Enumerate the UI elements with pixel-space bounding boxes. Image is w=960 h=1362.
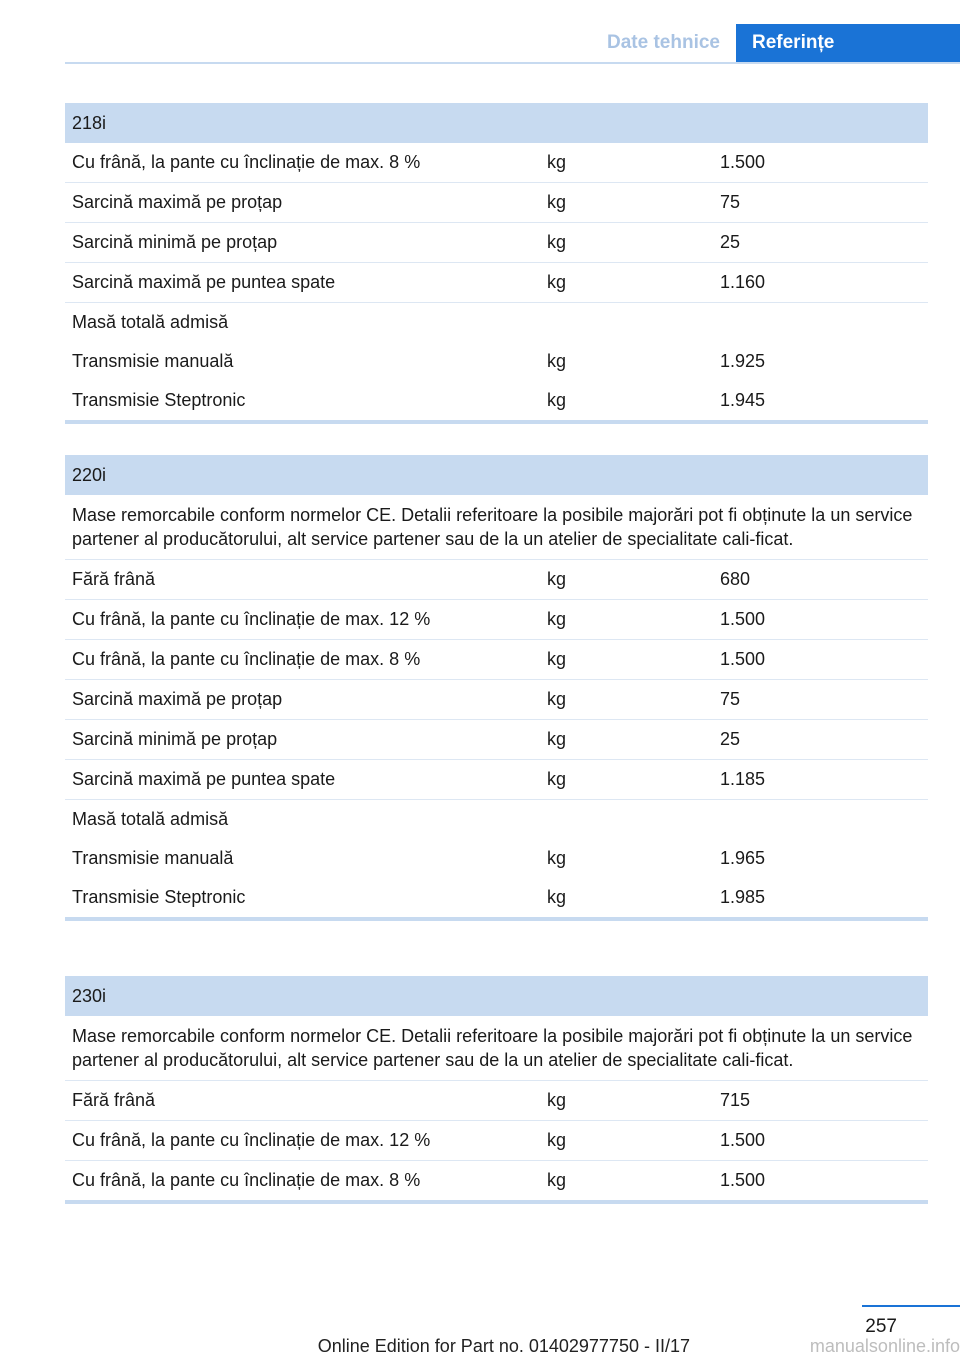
row-value bbox=[713, 800, 928, 840]
row-unit: kg bbox=[547, 848, 567, 868]
row-unit: kg bbox=[540, 878, 713, 919]
row-label: Transmisie manuală bbox=[72, 848, 234, 868]
row-unit: kg bbox=[540, 1161, 713, 1203]
row-unit: kg bbox=[547, 351, 567, 371]
row-unit: kg bbox=[540, 560, 713, 600]
row-value: 1.185 bbox=[713, 760, 928, 800]
row-value: 1.500 bbox=[713, 1121, 928, 1161]
row-value: 25 bbox=[713, 223, 928, 263]
row-label: Cu frână, la pante cu înclinație de max. 12 % bbox=[65, 1121, 540, 1161]
row-label: Transmisie manuală bbox=[72, 351, 234, 371]
page-number: 257 bbox=[865, 1316, 897, 1337]
row-value: 25 bbox=[713, 720, 928, 760]
row-label: Sarcină minimă pe proțap bbox=[65, 223, 540, 263]
row-label: Sarcină maximă pe proțap bbox=[65, 183, 540, 223]
section-note: Mase remorcabile conform normelor CE. Detalii referitoare la posibile majorări pot fi obținute la un service partener al producătorului, alt service partener sau de la un atelier de specialitate cali-ficat. bbox=[65, 1016, 928, 1081]
edition-text: Online Edition for Part no. 01402977750 - II/17 bbox=[317, 1336, 690, 1356]
row-value: 75 bbox=[713, 680, 928, 720]
row-label: Sarcină minimă pe proțap bbox=[65, 720, 540, 760]
row-unit: kg bbox=[540, 223, 713, 263]
row-label: Masă totală admisă bbox=[72, 809, 229, 829]
section-title: 220i bbox=[65, 455, 928, 495]
tab-date-tehnice[interactable]: Date tehnice bbox=[607, 32, 720, 53]
row-label: Fără frână bbox=[65, 560, 540, 600]
row-unit: kg bbox=[540, 263, 713, 303]
row-value: 1.985 bbox=[713, 878, 928, 919]
row-value: 1.965 bbox=[720, 848, 766, 868]
row-unit: kg bbox=[540, 1121, 713, 1161]
row-value: 75 bbox=[713, 183, 928, 223]
row-label: Cu frână, la pante cu înclinație de max. 12 % bbox=[65, 600, 540, 640]
section-title: 218i bbox=[65, 103, 928, 143]
row-unit: kg bbox=[540, 381, 713, 422]
row-unit: kg bbox=[540, 1081, 713, 1121]
row-unit: kg bbox=[540, 640, 713, 680]
row-unit: kg bbox=[540, 143, 713, 183]
row-value: 1.925 bbox=[720, 351, 766, 371]
row-label: Transmisie Steptronic bbox=[65, 878, 540, 919]
row-value bbox=[713, 303, 928, 343]
row-unit bbox=[540, 800, 713, 840]
row-unit: kg bbox=[540, 600, 713, 640]
spec-table-218i bbox=[65, 103, 928, 424]
row-unit: kg bbox=[540, 680, 713, 720]
row-value: 1.945 bbox=[713, 381, 928, 422]
section-note: Mase remorcabile conform normelor CE. Detalii referitoare la posibile majorări pot fi obținute la un service partener al producătorului, alt service partener sau de la un atelier de specialitate cali-ficat. bbox=[65, 495, 928, 560]
row-label: Cu frână, la pante cu înclinație de max. 8 % bbox=[65, 640, 540, 680]
row-unit: kg bbox=[540, 183, 713, 223]
spec-table-220i bbox=[65, 455, 928, 921]
row-unit: kg bbox=[540, 720, 713, 760]
row-label: Cu frână, la pante cu înclinație de max. 8 % bbox=[65, 143, 540, 183]
row-value: 715 bbox=[713, 1081, 928, 1121]
row-value: 1.500 bbox=[713, 640, 928, 680]
row-value: 1.160 bbox=[713, 263, 928, 303]
footer-rule bbox=[862, 1305, 960, 1307]
row-unit: kg bbox=[540, 760, 713, 800]
spec-table-230i bbox=[65, 976, 928, 1204]
row-label: Transmisie Steptronic bbox=[65, 381, 540, 422]
row-label: Sarcină maximă pe proțap bbox=[65, 680, 540, 720]
row-value: 1.500 bbox=[713, 1161, 928, 1203]
row-value: 680 bbox=[713, 560, 928, 600]
row-label: Fără frână bbox=[65, 1081, 540, 1121]
row-label: Sarcină maximă pe puntea spate bbox=[65, 263, 540, 303]
row-label: Masă totală admisă bbox=[72, 312, 229, 332]
section-title: 230i bbox=[65, 976, 928, 1016]
row-unit bbox=[540, 303, 713, 343]
row-value: 1.500 bbox=[713, 143, 928, 183]
tab-referinte[interactable]: Referințe bbox=[736, 24, 960, 62]
watermark: manualsonline.info bbox=[809, 1336, 960, 1356]
row-label: Cu frână, la pante cu înclinație de max. 8 % bbox=[65, 1161, 540, 1203]
page-header bbox=[65, 24, 960, 64]
row-value: 1.500 bbox=[713, 600, 928, 640]
row-label: Sarcină maximă pe puntea spate bbox=[65, 760, 540, 800]
